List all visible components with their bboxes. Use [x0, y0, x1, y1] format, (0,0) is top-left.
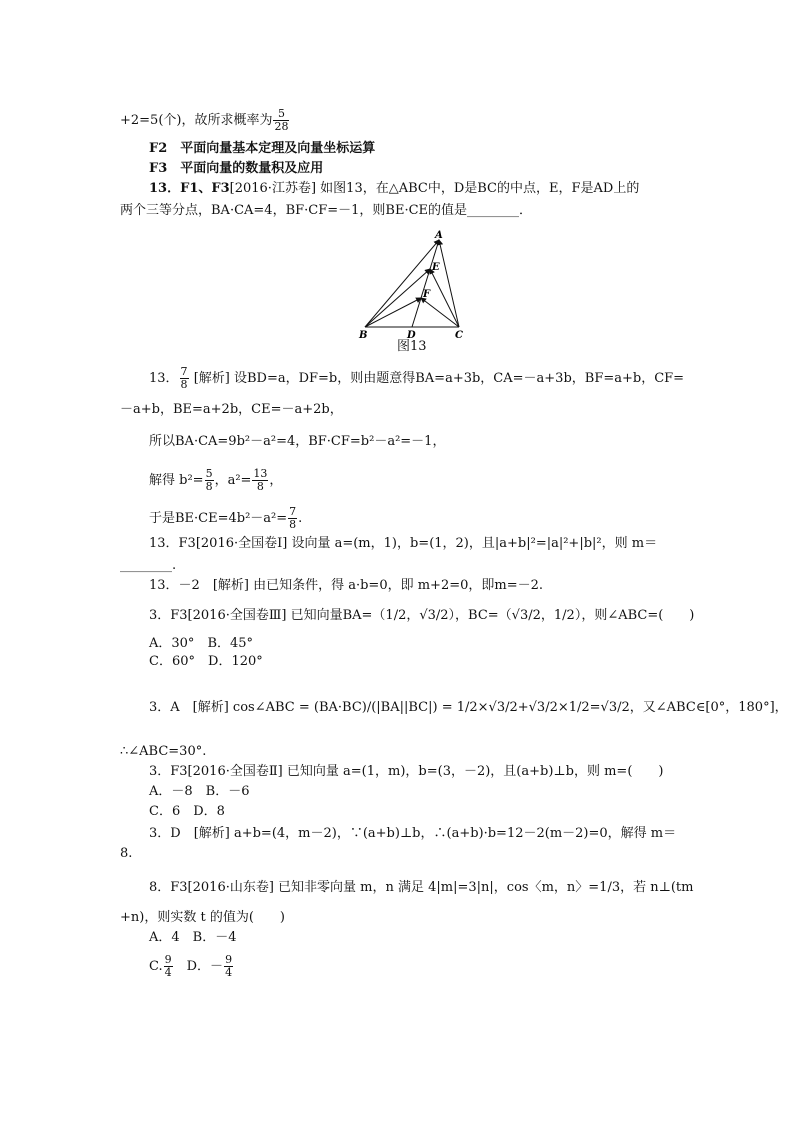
answer-13-line1: 13． $\frac{7}{8}$ [解析] 设BD=a，DF=b，则由题意得BA=a+3b，CA=－a+3b，BF=a+b，CF=	[149, 365, 685, 391]
question-3a-line1: 3．F3[2016·全国卷Ⅲ] 已知向量BA=（1/2，√3/2），BC=（√3/2，1/2），则∠ABC=( )	[149, 608, 695, 623]
figure-caption: 图13	[397, 339, 427, 354]
label-e: E	[432, 262, 440, 273]
median-ad	[412, 240, 439, 327]
question-13-line1: 13．F1、F3[2016·江苏卷] 如图13，在△ABC中，D是BC的中点，E，F是AD上的	[149, 181, 640, 196]
answer-3b-line1: 3．D [解析] a+b=(4，m－2)，∵(a+b)⊥b，∴(a+b)·b=12－2(m－2)=0，解得 m＝	[149, 826, 677, 841]
question-8-line1: 8．F3[2016·山东卷] 已知非零向量 m，n 满足 4|m|=3|n|，cos〈m，n〉=1/3，若 n⊥(tm	[149, 880, 694, 895]
triangle-figure	[355, 226, 475, 341]
question-3b-line1: 3．F3[2016·全国卷Ⅱ] 已知向量 a=(1，m)，b=(3，－2)，且(a+b)⊥b，则 m=( )	[149, 764, 664, 779]
label-c: C	[455, 330, 463, 341]
answer-13b: 13．－2 [解析] 由已知条件，得 a·b=0，即 m+2=0，即m=－2.	[149, 578, 543, 593]
question-3a-options-ab: A．30° B．45°	[149, 636, 254, 651]
answer-13-line4: 解得 b²= $\frac{5}{8}$ ，a²= $\frac{13}{8}$ ，	[149, 467, 283, 493]
label-b: B	[359, 330, 368, 341]
answer-13-line3: 所以BA·CA=9b²－a²=4，BF·CF=b²－a²=－1，	[149, 434, 446, 449]
answer-3a-line2: ∴∠ABC=30°.	[120, 744, 207, 759]
question-8-options-ab: A．4 B．－4	[149, 930, 237, 945]
vector-ce	[430, 269, 459, 327]
label-f: F	[423, 289, 431, 300]
answer-3b-line2: 8.	[120, 846, 133, 861]
answer-3a-line1: 3．A [解析] cos∠ABC = (BA·BC)/(|BA||BC|) = 1/2×√3/2+√3/2×1/2=√3/2，又∠ABC∈[0°，180°]，	[149, 700, 788, 715]
answer-13-line2: －a+b，BE=a+2b，CE=－a+2b，	[120, 402, 343, 417]
answer-13-line5: 于是BE·CE=4b²－a²= $\frac{7}{8}$ .	[149, 505, 303, 531]
question-13-line2: 两个三等分点，BA·CA=4，BF·CF=－1，则BE·CE的值是________．	[120, 203, 533, 218]
question-3b-options-cd: C．6 D．8	[149, 804, 225, 819]
text-line	[120, 108, 290, 133]
fraction: $\frac{5}{28}$	[274, 107, 289, 133]
section-heading-f2: F2 平面向量基本定理及向量坐标运算	[149, 141, 376, 156]
question-13b-line1: 13．F3[2016·全国卷Ⅰ] 设向量 a=(m，1)，b=(1，2)，且|a+b|²=|a|²+|b|²，则 m＝	[149, 536, 658, 551]
line-text: +2=5(个)，故所求概率为	[120, 113, 273, 128]
section-heading-f3: F3 平面向量的数量积及应用	[149, 161, 324, 176]
question-8-options-cd: C. $\frac{9}{4}$ D．－ $\frac{9}{4}$	[149, 953, 233, 979]
label-d: D	[407, 330, 416, 341]
vector-ba	[365, 240, 439, 327]
question-13b-line2: ________.	[120, 558, 177, 573]
label-a: A	[435, 230, 443, 241]
question-3b-options-ab: A．－8 B．－6	[149, 784, 250, 799]
question-8-line2: +n)，则实数 t 的值为( )	[120, 910, 285, 925]
question-3a-options-cd: C．60° D．120°	[149, 654, 263, 669]
